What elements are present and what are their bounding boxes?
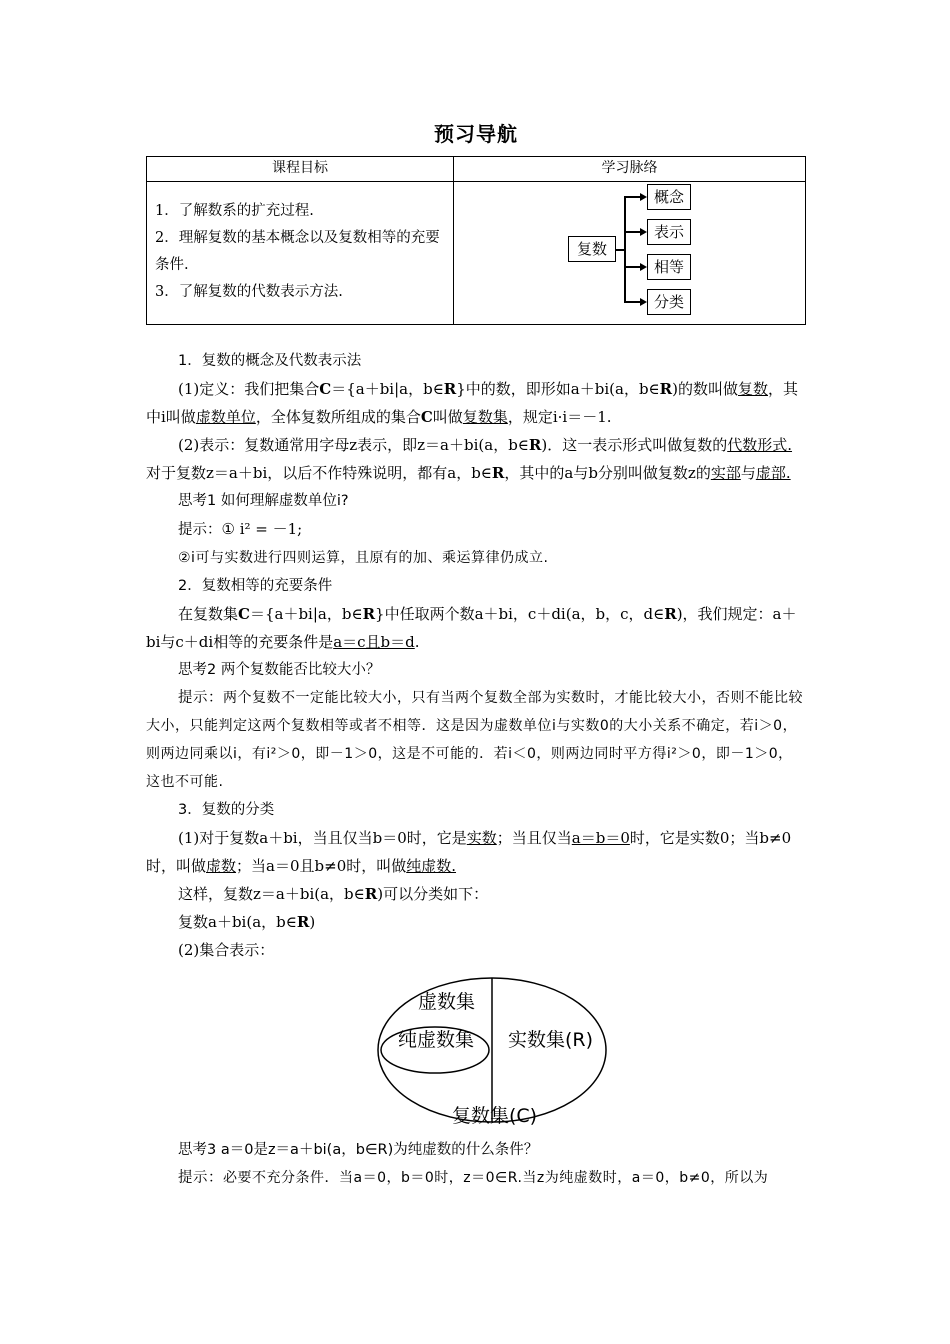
goal-item: 3．了解复数的代数表示方法. [155,284,343,300]
arrow-icon [640,193,647,201]
pure-imaginary-set-label: 纯虚数集 [398,1029,475,1051]
section-1-representation: (2)表示：复数通常用字母z表示，即z＝a＋bi(a，b∈R)．这一表示形式叫做复数的代数形式.对于复数z＝a＋bi，以后不作特殊说明，都有a，b∈R，其中的a与b分别叫做复数z的实部与虚部. [146,436,793,482]
section-3-classification: (1)对于复数a＋bi，当且仅当b＝0时，它是实数；当且仅当a＝b＝0时，它是实数0；当b≠0时，叫做虚数；当a＝0且b≠0时，叫做纯虚数. [146,829,792,875]
content-body [146,347,806,1192]
goal-item: 1．了解数系的扩充过程. [155,203,314,219]
arrow-icon [640,263,647,271]
diagram-child: 表示 [647,219,691,245]
hint-1-line-a: 提示：① i² = －1; [178,520,303,538]
plan-table [146,156,806,325]
think-2: 思考2 两个复数能否比较大小？ [178,662,381,678]
section-3-set-label: (2)集合表示： [178,941,275,959]
hint-3: 提示：必要不充分条件．当a＝0，b＝0时，z＝0∈R.当z为纯虚数时，a＝0，b≠0，所以为 [178,1170,769,1186]
hint-1-line-b: ②i可与实数进行四则运算，且原有的加、乘运算律仍成立. [178,550,549,566]
document-page [146,118,806,1192]
diagram-root: 复数 [568,236,616,262]
imaginary-set-label: 虚数集 [418,991,476,1013]
think-1: 思考1 如何理解虚数单位i? [178,493,349,509]
arrow-icon [640,228,647,236]
venn-diagram [146,976,806,1136]
section-1-title: 1．复数的概念及代数表示法 [178,353,362,369]
hint-2: 提示：两个复数不一定能比较大小，只有当两个复数全部为实数时，才能比较大小，否则不能比较大小，只能判定这两个复数相等或者不相等．这是因为虚数单位i与实数0的大小关系不确定，若i＞0，则两边同乘以i，有i²＞0，即－1＞0，这是不可能的．若i＜0，则两边同时平方得i²＞0，即－1＞0，这也不可能. [146,690,803,790]
page-title: 预习导航 [434,122,518,146]
section-3-title: 3．复数的分类 [178,802,275,818]
section-2-body: 在复数集C＝{a＋bi|a，b∈R}中任取两个数a＋bi，c＋di(a，b，c，d∈R)，我们规定：a＋bi与c＋di相等的充要条件是a＝c且b＝d. [146,605,797,651]
col-context-header: 学习脉络 [454,157,806,182]
section-3-summary: 这样，复数z＝a＋bi(a，b∈R)可以分类如下： [178,885,489,903]
diagram-child: 分类 [647,289,691,315]
goal-item: 2．理解复数的基本概念以及复数相等的充要条件. [155,230,440,273]
section-1-definition: (1)定义：我们把集合C＝{a＋bi|a，b∈R}中的数，即形如a＋bi(a，b∈R)的数叫做复数，其中i叫做虚数单位，全体复数所组成的集合C叫做复数集，规定i·i＝－1. [146,380,799,426]
diagram-connector [624,196,626,302]
goals-list [147,182,453,314]
arrow-icon [640,298,647,306]
think-3: 思考3 a＝0是z＝a＋bi(a，b∈R)为纯虚数的什么条件？ [178,1142,539,1158]
real-set-label: 实数集(R) [508,1029,594,1051]
diagram-child: 概念 [647,184,691,210]
complex-set-label: 复数集(C) [452,1105,538,1127]
section-3-formula: 复数a＋bi(a，b∈R) [178,913,316,931]
context-diagram [454,182,805,322]
section-2-title: 2．复数相等的充要条件 [178,578,333,594]
col-goals-header: 课程目标 [147,157,454,182]
diagram-child: 相等 [647,254,691,280]
